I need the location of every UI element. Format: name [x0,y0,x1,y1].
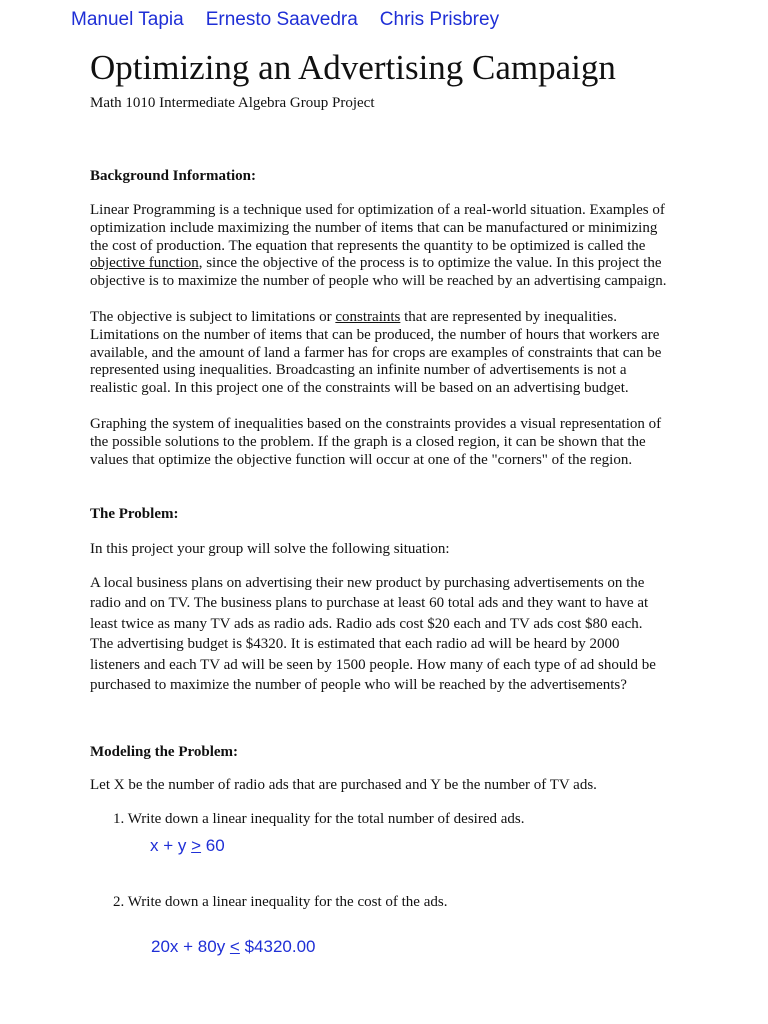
text-line: optimization include maximizing the number of items that can be manufactured or minimizing [90,219,658,236]
objective-function-term: objective function [90,255,199,272]
question-1: 1. Write down a linear inequality for the total number of desired ads. [113,811,525,827]
text-line: represented using inequalities. Broadcasting an infinite number of advertisements is not a [90,362,627,379]
text-line: radio and on TV. The business plans to purchase at least 60 total ads and they want to have at [90,595,649,612]
text-line: least twice as many TV ads as radio ads. Radio ads cost $20 each and TV ads cost $80 each. [90,615,643,632]
text-line [90,255,680,273]
text-line: Limitations on the number of items that can be produced, the number of hours that workers are [90,326,660,343]
background-heading: Background Information: [90,168,256,184]
answer-text: $4320.00 [239,937,316,956]
problem-paragraph [90,573,680,695]
text-line: the cost of production. The equation that represents the quantity to be optimized is called the [90,237,646,254]
answer-1 [150,836,225,856]
text-line: The advertising budget is $4320. It is estimated that each radio ad will be heard by 2000 [90,636,620,653]
modeling-intro: Let X be the number of radio ads that are purchased and Y be the number of TV ads. [90,777,597,793]
text-fragment: that are represented by inequalities. [400,309,617,325]
text-line: purchased to maximize the number of people who will be reached by the advertisements? [90,677,627,694]
question-2: 2. Write down a linear inequality for the cost of the ads. [113,894,448,910]
text-line: Graphing the system of inequalities based on the constraints provides a visual representation of [90,416,662,432]
author-name: Ernesto Saavedra [205,9,358,30]
text-fragment: The objective is subject to limitations or [90,309,336,325]
text-line [90,309,680,327]
answer-2 [151,937,316,957]
author-names [71,9,499,31]
problem-intro: In this project your group will solve the following situation: [90,541,450,557]
author-name: Manuel Tapia [71,9,184,30]
text-line: the possible solutions to the problem. If the graph is a closed region, it can be shown that the [90,433,646,450]
modeling-heading: Modeling the Problem: [90,744,239,760]
constraints-term: constraints [335,309,401,325]
background-paragraph-2 [90,309,680,398]
text-fragment: , since the objective of the process is to optimize the value. In this project the [198,255,662,272]
greater-equal-symbol: > [191,836,202,855]
less-equal-symbol: < [229,937,240,956]
answer-text: 20x + 80y [151,937,230,956]
background-paragraph-3 [90,416,680,469]
page-subtitle: Math 1010 Intermediate Algebra Group Project [90,95,375,111]
text-line: A local business plans on advertising their new product by purchasing advertisements on the [90,575,645,591]
text-line: realistic goal. In this project one of the constraints will be based on an advertising budget. [90,380,629,397]
background-paragraph-1 [90,202,680,291]
problem-heading: The Problem: [90,506,179,522]
text-line: objective is to maximize the number of people who will be reached by an advertising campaign. [90,273,667,290]
text-line: values that optimize the objective function will occur at one of the "corners" of the region. [90,451,633,468]
text-line: available, and the amount of land a farmer has for crops are examples of constraints that can be [90,344,662,361]
text-line: Linear Programming is a technique used for optimization of a real-world situation. Examples of [90,202,665,218]
answer-text: x + y [150,836,192,855]
answer-text: 60 [201,836,225,855]
text-line: listeners and each TV ad will be seen by 1500 people. How many of each type of ad should be [90,656,656,673]
author-name: Chris Prisbrey [379,9,500,30]
page-title: Optimizing an Advertising Campaign [90,48,616,87]
